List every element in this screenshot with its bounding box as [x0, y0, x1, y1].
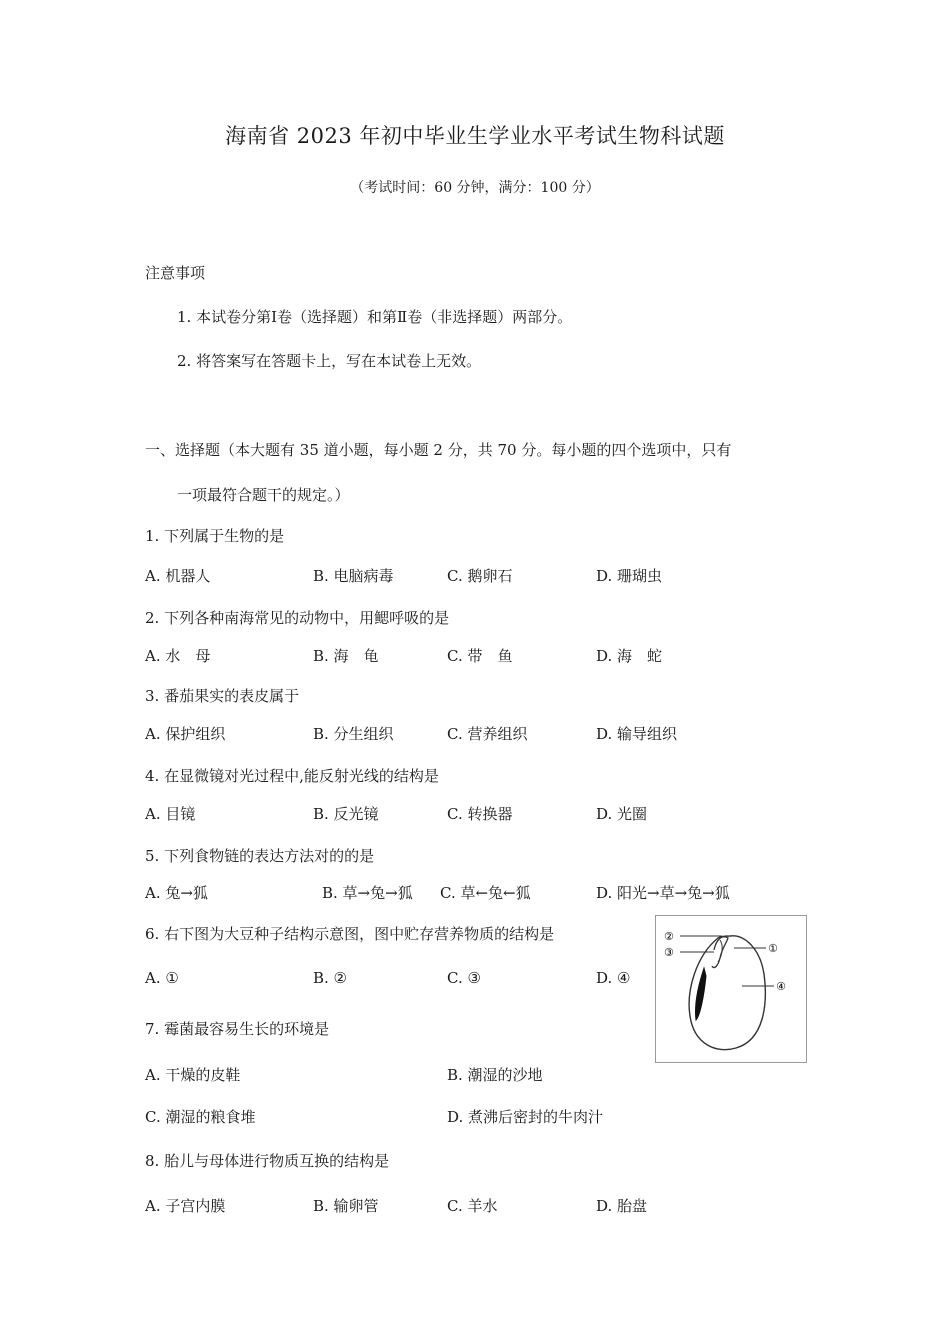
option-c: C. 草←兔←狐 — [440, 884, 531, 902]
option-c: C. ③ — [447, 969, 481, 987]
question-stem: 1. 下列属于生物的是 — [145, 527, 285, 545]
section-heading: 一、选择题（本大题有 35 道小题，每小题 2 分，共 70 分。每小题的四个选项中，只有 — [145, 441, 732, 459]
notice-item: 1. 本试卷分第Ⅰ卷（选择题）和第Ⅱ卷（非选择题）两部分。 — [177, 308, 573, 326]
question-stem: 4. 在显微镜对光过程中,能反射光线的结构是 — [145, 767, 439, 785]
option-b: B. 输卵管 — [313, 1197, 379, 1215]
option-a: A. 水 母 — [145, 647, 211, 665]
soybean-seed-diagram — [655, 915, 807, 1063]
option-a: A. 目镜 — [145, 805, 196, 823]
option-c: C. 转换器 — [447, 805, 513, 823]
option-c: C. 羊水 — [447, 1197, 498, 1215]
option-b: B. 反光镜 — [313, 805, 379, 823]
option-c: C. 鹅卵石 — [447, 567, 513, 585]
option-d: D. 光圈 — [596, 805, 648, 823]
option-a: A. 机器人 — [145, 567, 211, 585]
option-c: C. 带 鱼 — [447, 647, 513, 665]
notice-heading: 注意事项 — [145, 264, 206, 282]
soybean-seed-illustration — [656, 916, 806, 1062]
option-b: B. 分生组织 — [313, 725, 394, 743]
question-stem: 6. 右下图为大豆种子结构示意图，图中贮存营养物质的结构是 — [145, 925, 555, 943]
option-b: B. 电脑病毒 — [313, 567, 394, 585]
question-stem: 7. 霉菌最容易生长的环境是 — [145, 1020, 330, 1038]
option-d: D. 输导组织 — [596, 725, 678, 743]
question-stem: 8. 胎儿与母体进行物质互换的结构是 — [145, 1152, 390, 1170]
option-a: A. 兔→狐 — [145, 884, 208, 902]
option-d: D. 珊瑚虫 — [596, 567, 663, 585]
option-a: A. ① — [145, 969, 179, 987]
radicle-shape — [695, 968, 706, 1020]
option-d: D. 胎盘 — [596, 1197, 648, 1215]
option-b: B. 草→兔→狐 — [322, 884, 413, 902]
option-d: D. 阳光→草→兔→狐 — [596, 884, 730, 902]
option-c: C. 营养组织 — [447, 725, 528, 743]
option-c: C. 潮湿的粮食堆 — [145, 1108, 256, 1126]
question-stem: 3. 番茄果实的表皮属于 — [145, 687, 300, 705]
page-title: 海南省 2023 年初中毕业生学业水平考试生物科试题 — [225, 124, 725, 148]
question-stem: 5. 下列食物链的表达方法对的的是 — [145, 847, 375, 865]
option-d: D. 煮沸后密封的牛肉汁 — [447, 1108, 604, 1126]
option-a: A. 干燥的皮鞋 — [145, 1066, 241, 1084]
label-4: ④ — [776, 980, 786, 993]
label-3: ③ — [664, 946, 674, 959]
option-d: D. ④ — [596, 969, 631, 987]
question-stem: 2. 下列各种南海常见的动物中，用鳃呼吸的是 — [145, 609, 450, 627]
option-d: D. 海 蛇 — [596, 647, 663, 665]
label-1: ① — [768, 942, 778, 955]
section-heading-cont: 一项最符合题干的规定。） — [177, 486, 350, 504]
option-b: B. 海 龟 — [313, 647, 379, 665]
option-a: A. 子宫内膜 — [145, 1197, 226, 1215]
notice-item: 2. 将答案写在答题卡上，写在本试卷上无效。 — [177, 352, 482, 370]
label-2: ② — [664, 930, 674, 943]
option-a: A. 保护组织 — [145, 725, 226, 743]
option-b: B. ② — [313, 969, 348, 987]
exam-info: （考试时间：60 分钟，满分：100 分） — [350, 180, 600, 196]
option-b: B. 潮湿的沙地 — [447, 1066, 543, 1084]
